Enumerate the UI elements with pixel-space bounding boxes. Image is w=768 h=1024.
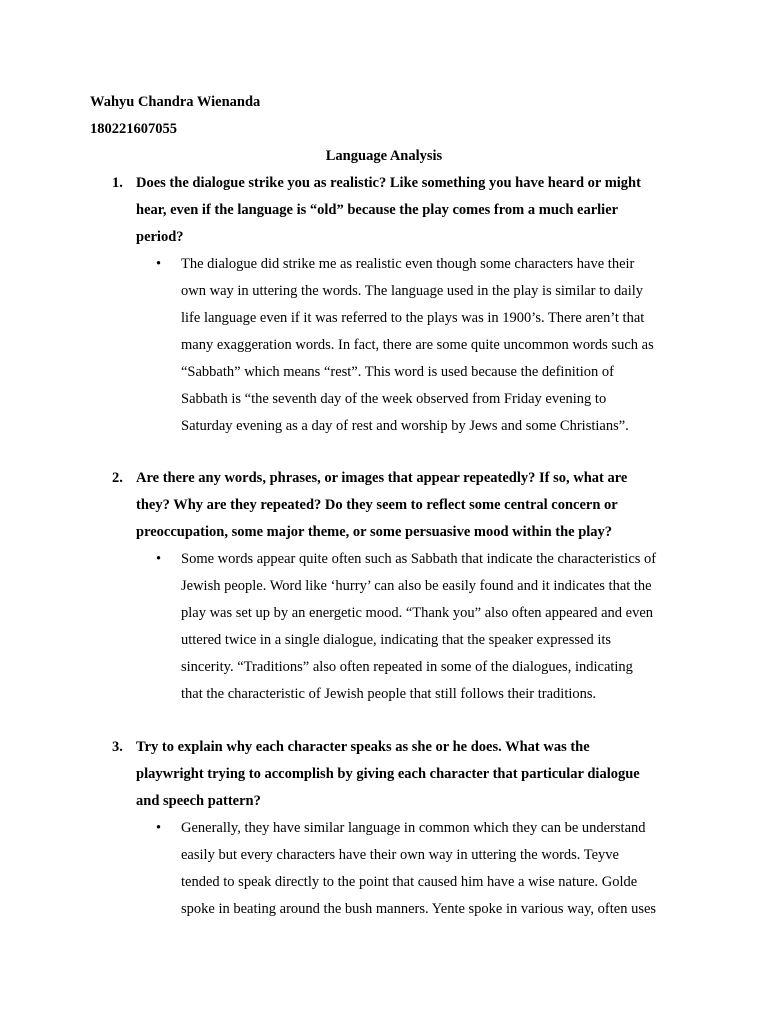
question-number: 2.	[112, 470, 123, 486]
bullet-icon: •	[156, 551, 162, 567]
answer-line: life language even if it was referred to the plays was in 1900’s. There aren’t that	[181, 310, 645, 326]
question-line: Are there any words, phrases, or images that appear repeatedly? If so, what are	[136, 470, 628, 486]
answer-text	[181, 546, 691, 708]
question-line: and speech pattern?	[136, 793, 261, 809]
question-line: preoccupation, some major theme, or some persuasive mood within the play?	[136, 524, 613, 540]
student-id: 180221607055	[90, 121, 177, 137]
answer-line: spoke in beating around the bush manners. Yente spoke in various way, often uses	[181, 901, 657, 917]
answer-line: The dialogue did strike me as realistic even though some characters have their	[181, 256, 635, 272]
question-line: Does the dialogue strike you as realistic? Like something you have heard or might	[136, 175, 641, 191]
question-line: playwright trying to accomplish by giving each character that particular dialogue	[136, 766, 640, 782]
question-text	[136, 734, 666, 815]
question-number: 3.	[112, 739, 123, 755]
answer-line: Sabbath is “the seventh day of the week observed from Friday evening to	[181, 391, 607, 407]
question-line: period?	[136, 229, 184, 245]
answer-line: Saturday evening as a day of rest and worship by Jews and some Christians”.	[181, 418, 629, 434]
answer-line: many exaggeration words. In fact, there are some quite uncommon words such as	[181, 337, 654, 353]
answer-text	[181, 251, 691, 440]
answer-line: tended to speak directly to the point that caused him have a wise nature. Golde	[181, 874, 638, 890]
answer-text	[181, 815, 691, 923]
question-line: hear, even if the language is “old” because the play comes from a much earlier	[136, 202, 619, 218]
question-number: 1.	[112, 175, 123, 191]
answer-line: Generally, they have similar language in common which they can be understand	[181, 820, 646, 836]
question-text	[136, 170, 666, 251]
answer-line: “Sabbath” which means “rest”. This word is used because the definition of	[181, 364, 614, 380]
answer-line: own way in uttering the words. The language used in the play is similar to daily	[181, 283, 644, 299]
answer-line: that the characteristic of Jewish people that still follows their traditions.	[181, 686, 597, 702]
document-title: Language Analysis	[325, 148, 443, 164]
question-line: they? Why are they repeated? Do they seem to reflect some central concern or	[136, 497, 618, 513]
answer-line: Some words appear quite often such as Sabbath that indicate the characteristics of	[181, 551, 657, 567]
answer-line: play was set up by an energetic mood. “Thank you” also often appeared and even	[181, 605, 654, 621]
answer-line: uttered twice in a single dialogue, indicating that the speaker expressed its	[181, 632, 612, 648]
answer-line: sincerity. “Traditions” also often repeated in some of the dialogues, indicating	[181, 659, 633, 675]
answer-line: easily but every characters have their own way in uttering the words. Teyve	[181, 847, 619, 863]
question-line: Try to explain why each character speaks as she or he does. What was the	[136, 739, 590, 755]
bullet-icon: •	[156, 820, 162, 836]
answer-line: Jewish people. Word like ‘hurry’ can also be easily found and it indicates that the	[181, 578, 652, 594]
bullet-icon: •	[156, 256, 162, 272]
author-name: Wahyu Chandra Wienanda	[90, 94, 261, 110]
question-text	[136, 465, 666, 546]
